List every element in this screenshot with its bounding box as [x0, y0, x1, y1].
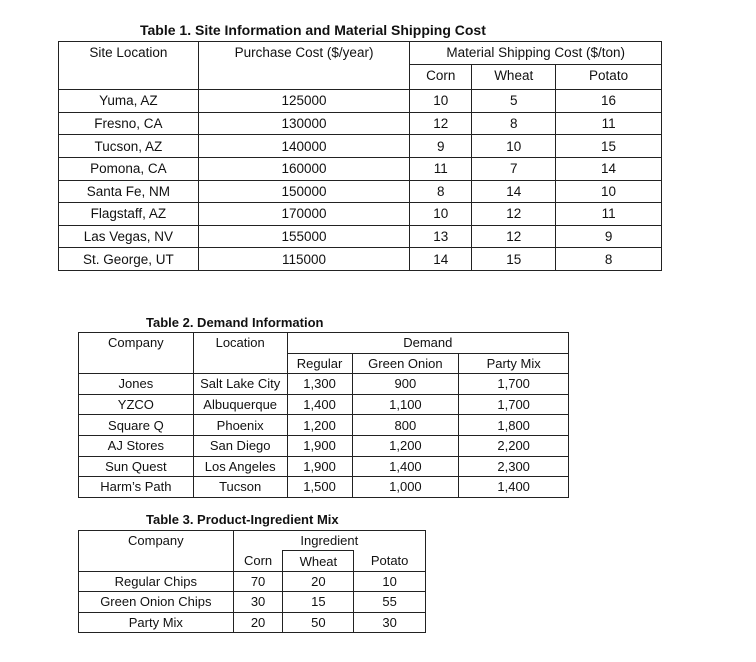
green-onion-cell: 1,400: [352, 456, 459, 477]
corn-cell: 70: [233, 571, 283, 591]
header-shipping-cost: Material Shipping Cost ($/ton): [446, 45, 625, 61]
green-onion-cell: 1,100: [352, 394, 459, 415]
potato-cell: 55: [354, 592, 426, 612]
table-row: [59, 180, 662, 203]
site-cell: Fresno, CA: [59, 112, 199, 135]
table-row: [79, 415, 569, 436]
cost-cell: 140000: [198, 135, 410, 158]
company-cell: Harm’s Path: [79, 477, 194, 498]
header-regular: Regular: [287, 353, 352, 374]
header-demand: Demand: [403, 335, 453, 351]
cost-cell: 155000: [198, 225, 410, 248]
regular-cell: 1,400: [287, 394, 352, 415]
wheat-cell: 8: [472, 112, 556, 135]
header-company: Company: [79, 531, 234, 572]
regular-cell: 1,500: [287, 477, 352, 498]
table-row: [59, 203, 662, 226]
header-location: Location: [193, 333, 287, 374]
table-header-row: [79, 333, 569, 354]
cost-cell: 150000: [198, 180, 410, 203]
location-cell: Albuquerque: [193, 394, 287, 415]
corn-cell: 8: [410, 180, 472, 203]
potato-cell: 9: [556, 225, 662, 248]
cost-cell: 125000: [198, 90, 410, 113]
company-cell: AJ Stores: [79, 435, 194, 456]
header-corn: Corn: [233, 551, 283, 571]
location-cell: Los Angeles: [193, 456, 287, 477]
table-row: [59, 157, 662, 180]
site-cell: Pomona, CA: [59, 157, 199, 180]
regular-cell: 1,900: [287, 435, 352, 456]
wheat-cell: 10: [472, 135, 556, 158]
demand-table: [78, 332, 569, 498]
table-row: [79, 571, 426, 591]
table-row: [79, 612, 426, 632]
table-row: [79, 477, 569, 498]
product-cell: Green Onion Chips: [79, 592, 234, 612]
potato-cell: 14: [556, 157, 662, 180]
potato-cell: 10: [354, 571, 426, 591]
party-mix-cell: 1,700: [459, 374, 569, 395]
header-green-onion: Green Onion: [352, 353, 459, 374]
header-party-mix: Party Mix: [459, 353, 569, 374]
table1-caption: Table 1. Site Information and Material Shipping Cost: [140, 22, 486, 38]
wheat-cell: 15: [283, 592, 354, 612]
corn-cell: 12: [410, 112, 472, 135]
party-mix-cell: 2,200: [459, 435, 569, 456]
wheat-cell: 20: [283, 571, 354, 591]
potato-cell: 8: [604, 251, 613, 267]
green-onion-cell: 1,200: [352, 435, 459, 456]
table-row: [79, 394, 569, 415]
corn-cell: 20: [233, 612, 283, 632]
table-row: [79, 456, 569, 477]
cost-cell: 115000: [198, 248, 410, 271]
location-cell: Tucson: [193, 477, 287, 498]
table-header-row: [79, 531, 426, 551]
company-cell: Jones: [79, 374, 194, 395]
header-company: Company: [79, 333, 194, 374]
corn-cell: 10: [410, 203, 472, 226]
header-ingredient: Ingredient: [300, 533, 359, 549]
site-cell: Santa Fe, NM: [59, 180, 199, 203]
company-cell: Sun Quest: [79, 456, 194, 477]
corn-cell: 9: [410, 135, 472, 158]
site-cell: Tucson, AZ: [59, 135, 199, 158]
party-mix-cell: 2,300: [459, 456, 569, 477]
potato-cell: 16: [556, 90, 662, 113]
table-row: [79, 374, 569, 395]
potato-cell: 15: [556, 135, 662, 158]
header-site-location: Site Location: [59, 42, 199, 87]
site-cell: Las Vegas, NV: [59, 225, 199, 248]
potato-cell: 11: [556, 203, 662, 226]
wheat-cell: 12: [472, 203, 556, 226]
table3-caption: Table 3. Product-Ingredient Mix: [146, 512, 339, 527]
header-potato: Potato: [370, 553, 409, 569]
corn-cell: 14: [410, 248, 472, 271]
wheat-cell: 14: [472, 180, 556, 203]
header-purchase-cost: Purchase Cost ($/year): [198, 42, 410, 87]
regular-cell: 1,900: [287, 456, 352, 477]
green-onion-cell: 1,000: [352, 477, 459, 498]
table-row: [59, 135, 662, 158]
company-cell: YZCO: [79, 394, 194, 415]
table2-caption: Table 2. Demand Information: [146, 315, 324, 330]
wheat-cell: 15: [472, 248, 556, 271]
header-corn: Corn: [410, 64, 472, 86]
party-mix-cell: 1,700: [459, 394, 569, 415]
cost-cell: 130000: [198, 112, 410, 135]
potato-cell: 30: [382, 614, 397, 630]
regular-cell: 1,200: [287, 415, 352, 436]
corn-cell: 13: [410, 225, 472, 248]
location-cell: Phoenix: [193, 415, 287, 436]
table-row: [59, 90, 662, 113]
product-ingredient-table: [78, 530, 426, 633]
wheat-cell: 12: [472, 225, 556, 248]
potato-cell: 10: [556, 180, 662, 203]
potato-cell: 11: [556, 112, 662, 135]
cost-cell: 160000: [198, 157, 410, 180]
header-potato: Potato: [556, 64, 662, 86]
site-cell: Yuma, AZ: [59, 90, 199, 113]
site-cell: St. George, UT: [59, 248, 199, 271]
product-cell: Party Mix: [79, 612, 234, 632]
corn-cell: 10: [410, 90, 472, 113]
site-info-table: [58, 41, 662, 271]
header-wheat: Wheat: [472, 64, 556, 86]
site-cell: Flagstaff, AZ: [59, 203, 199, 226]
cost-cell: 170000: [198, 203, 410, 226]
green-onion-cell: 900: [352, 374, 459, 395]
regular-cell: 1,300: [287, 374, 352, 395]
location-cell: Salt Lake City: [193, 374, 287, 395]
wheat-cell: 7: [472, 157, 556, 180]
header-wheat: Wheat: [283, 551, 354, 571]
corn-cell: 30: [233, 592, 283, 612]
location-cell: San Diego: [193, 435, 287, 456]
company-cell: Square Q: [79, 415, 194, 436]
table-row: [59, 248, 662, 271]
table-row: [59, 112, 662, 135]
product-cell: Regular Chips: [79, 571, 234, 591]
wheat-cell: 5: [472, 90, 556, 113]
table-row: [59, 225, 662, 248]
party-mix-cell: 1,800: [459, 415, 569, 436]
corn-cell: 11: [410, 157, 472, 180]
party-mix-cell: 1,400: [497, 479, 530, 495]
table-row: [79, 592, 426, 612]
green-onion-cell: 800: [352, 415, 459, 436]
table-header-row: [59, 42, 662, 65]
table-row: [79, 435, 569, 456]
wheat-cell: 50: [283, 612, 354, 632]
